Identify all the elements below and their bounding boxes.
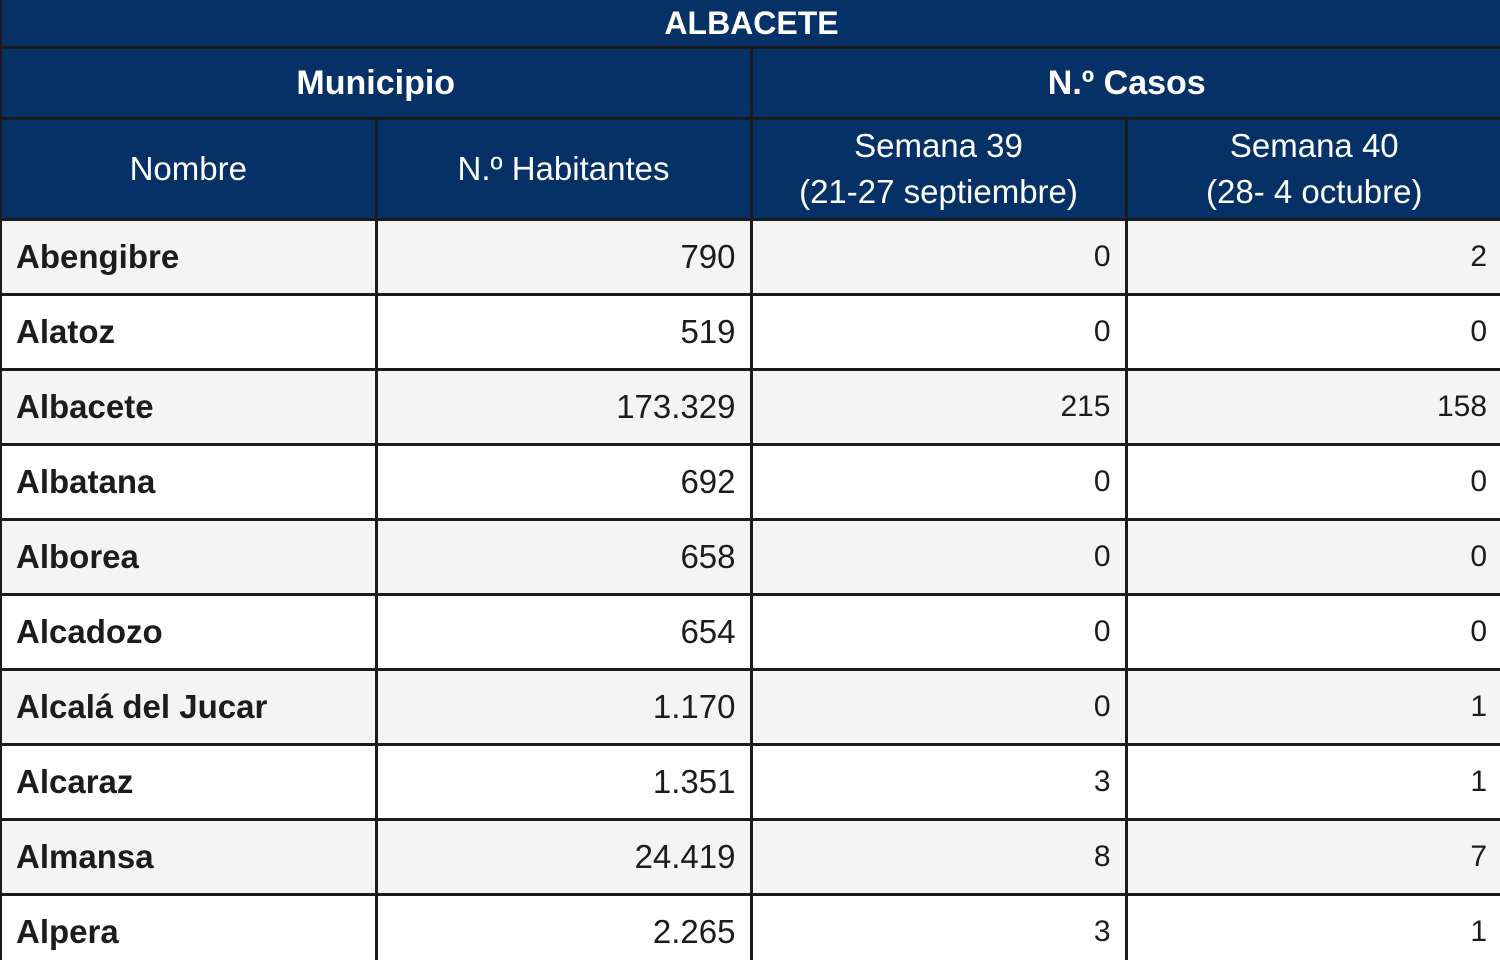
semana39-label: Semana 39 (854, 127, 1023, 164)
semana40-value: 7 (1126, 820, 1500, 895)
semana39-value: 0 (751, 220, 1126, 295)
semana40-value: 1 (1126, 895, 1500, 960)
habitantes-value: 24.419 (376, 820, 751, 895)
table-row (1, 595, 1500, 670)
municipio-name: Albacete (1, 370, 376, 445)
table-row (1, 370, 1500, 445)
table-row (1, 820, 1500, 895)
semana40-label: Semana 40 (1229, 127, 1399, 164)
habitantes-value: 790 (376, 220, 751, 295)
habitantes-value: 1.351 (376, 745, 751, 820)
semana40-value: 0 (1126, 445, 1500, 520)
table-row (1, 895, 1500, 960)
casos-group-header: N.º Casos (751, 48, 1500, 119)
column-header-row (1, 119, 1500, 220)
municipio-name: Alborea (1, 520, 376, 595)
semana39-value: 0 (751, 295, 1126, 370)
province-title: ALBACETE (1, 0, 1500, 48)
semana39-value: 0 (751, 595, 1126, 670)
table-row (1, 670, 1500, 745)
table-row (1, 220, 1500, 295)
habitantes-header: N.º Habitantes (376, 119, 751, 220)
habitantes-value: 654 (376, 595, 751, 670)
municipio-name: Alcalá del Jucar (1, 670, 376, 745)
semana40-value: 0 (1126, 295, 1500, 370)
habitantes-value: 519 (376, 295, 751, 370)
municipio-name: Almansa (1, 820, 376, 895)
table-row (1, 520, 1500, 595)
title-row (1, 0, 1500, 48)
semana39-value: 0 (751, 445, 1126, 520)
table-row (1, 295, 1500, 370)
municipio-name: Abengibre (1, 220, 376, 295)
group-header-row (1, 48, 1500, 119)
habitantes-value: 692 (376, 445, 751, 520)
municipio-name: Alcaraz (1, 745, 376, 820)
semana40-range: (28- 4 octubre) (1206, 173, 1423, 210)
municipio-name: Albatana (1, 445, 376, 520)
semana39-value: 3 (751, 745, 1126, 820)
habitantes-value: 2.265 (376, 895, 751, 960)
semana40-value: 0 (1126, 595, 1500, 670)
semana40-header (1126, 119, 1500, 220)
semana39-value: 3 (751, 895, 1126, 960)
municipio-name: Alpera (1, 895, 376, 960)
semana40-value: 2 (1126, 220, 1500, 295)
habitantes-value: 173.329 (376, 370, 751, 445)
semana39-value: 0 (751, 520, 1126, 595)
semana40-value: 1 (1126, 670, 1500, 745)
semana40-value: 158 (1126, 370, 1500, 445)
table-row (1, 445, 1500, 520)
municipio-group-header: Municipio (1, 48, 751, 119)
semana40-value: 0 (1126, 520, 1500, 595)
nombre-header: Nombre (1, 119, 376, 220)
semana39-value: 0 (751, 670, 1126, 745)
habitantes-value: 1.170 (376, 670, 751, 745)
habitantes-value: 658 (376, 520, 751, 595)
semana39-value: 8 (751, 820, 1126, 895)
semana39-value: 215 (751, 370, 1126, 445)
semana39-range: (21-27 septiembre) (799, 173, 1078, 210)
semana40-value: 1 (1126, 745, 1500, 820)
table-row (1, 745, 1500, 820)
semana39-header (751, 119, 1126, 220)
municipio-name: Alatoz (1, 295, 376, 370)
municipio-name: Alcadozo (1, 595, 376, 670)
